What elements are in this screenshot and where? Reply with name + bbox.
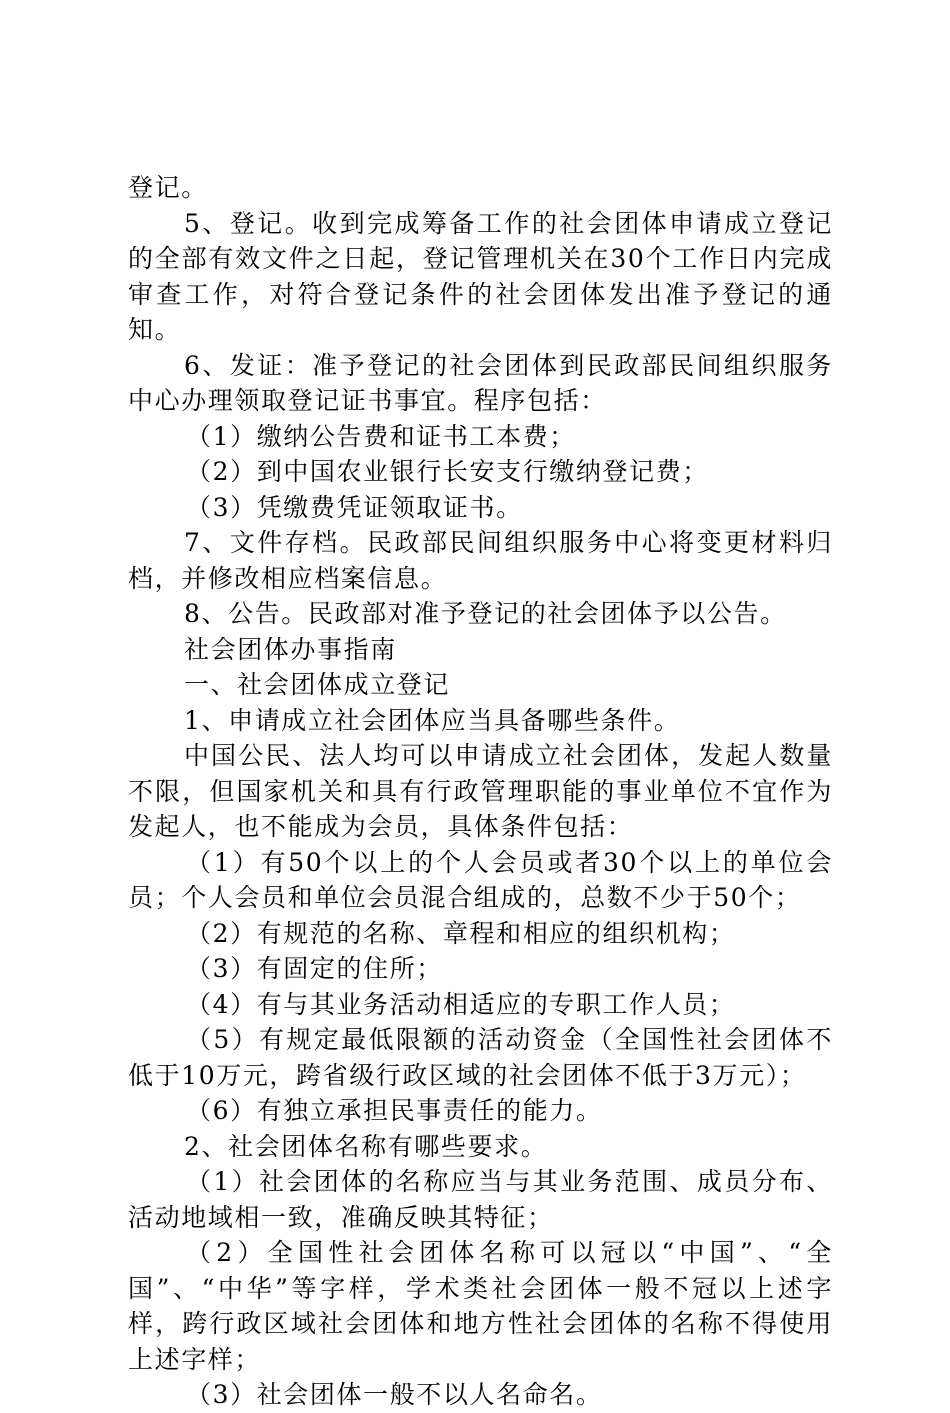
list-item-bank-payment: （2）到中国农业银行长安支行缴纳登记费； bbox=[186, 457, 709, 486]
paragraph-step-8-announcement: 8、公告。民政部对准予登记的社会团体予以公告。 bbox=[184, 599, 787, 628]
list-item-funds: （5）有规定最低限额的活动资金（全国性社会团体不低于10万元，跨省级行政区域的社会团体不低于3万元）； bbox=[128, 1025, 833, 1090]
list-item-national-prefix: （2）全国性社会团体名称可以冠以“中国”、“全国”、“中华”等字样，学术类社会团体一般不冠以上述字样，跨行政区域社会团体和地方性社会团体的名称不得使用上述字样； bbox=[128, 1238, 833, 1374]
question-name-requirements: 2、社会团体名称有哪些要求。 bbox=[184, 1131, 548, 1161]
paragraph-step-7-archive: 7、文件存档。民政部民间组织服务中心将变更材料归档，并修改相应档案信息。 bbox=[128, 528, 833, 593]
document-body bbox=[128, 170, 833, 1413]
list-item-civil-liability: （6）有独立承担民事责任的能力。 bbox=[186, 1096, 603, 1125]
list-item-name-consistency: （1）社会团体的名称应当与其业务范围、成员分布、活动地域相一致，准确反映其特征； bbox=[128, 1167, 833, 1232]
paragraph-step-5-registration: 5、登记。收到完成筹备工作的社会团体申请成立登记的全部有效文件之日起，登记管理机关在30个工作日内完成审查工作，对符合登记条件的社会团体发出准予登记的通知。 bbox=[128, 208, 833, 344]
paragraph-continuation: 登记。 bbox=[128, 173, 208, 202]
list-item-collect-certificate: （3）凭缴费凭证领取证书。 bbox=[186, 492, 523, 522]
paragraph-step-6-certificate: 6、发证：准予登记的社会团体到民政部民间组织服务中心办理领取登记证书事宜。程序包括： bbox=[128, 350, 833, 415]
list-item-name-charter: （2）有规范的名称、章程和相应的组织机构； bbox=[186, 918, 736, 948]
list-item-personal-name: （3）社会团体一般不以人名命名。 bbox=[186, 1380, 603, 1409]
question-conditions: 1、申请成立社会团体应当具备哪些条件。 bbox=[184, 705, 681, 735]
section-heading-guide: 社会团体办事指南 bbox=[184, 634, 397, 664]
section-heading-establishment: 一、社会团体成立登记 bbox=[184, 670, 451, 699]
paragraph-conditions-intro: 中国公民、法人均可以申请成立社会团体，发起人数量不限，但国家机关和具有行政管理职能的事业单位不宜作为发起人，也不能成为会员，具体条件包括： bbox=[128, 741, 833, 841]
list-item-staff: （4）有与其业务活动相适应的专职工作人员； bbox=[186, 989, 736, 1019]
list-item-pay-fees: （1）缴纳公告费和证书工本费； bbox=[186, 421, 576, 451]
list-item-members: （1）有50个以上的个人会员或者30个以上的单位会员；个人会员和单位会员混合组成的，总数不少于50个； bbox=[128, 847, 833, 912]
list-item-residence: （3）有固定的住所； bbox=[186, 954, 443, 983]
